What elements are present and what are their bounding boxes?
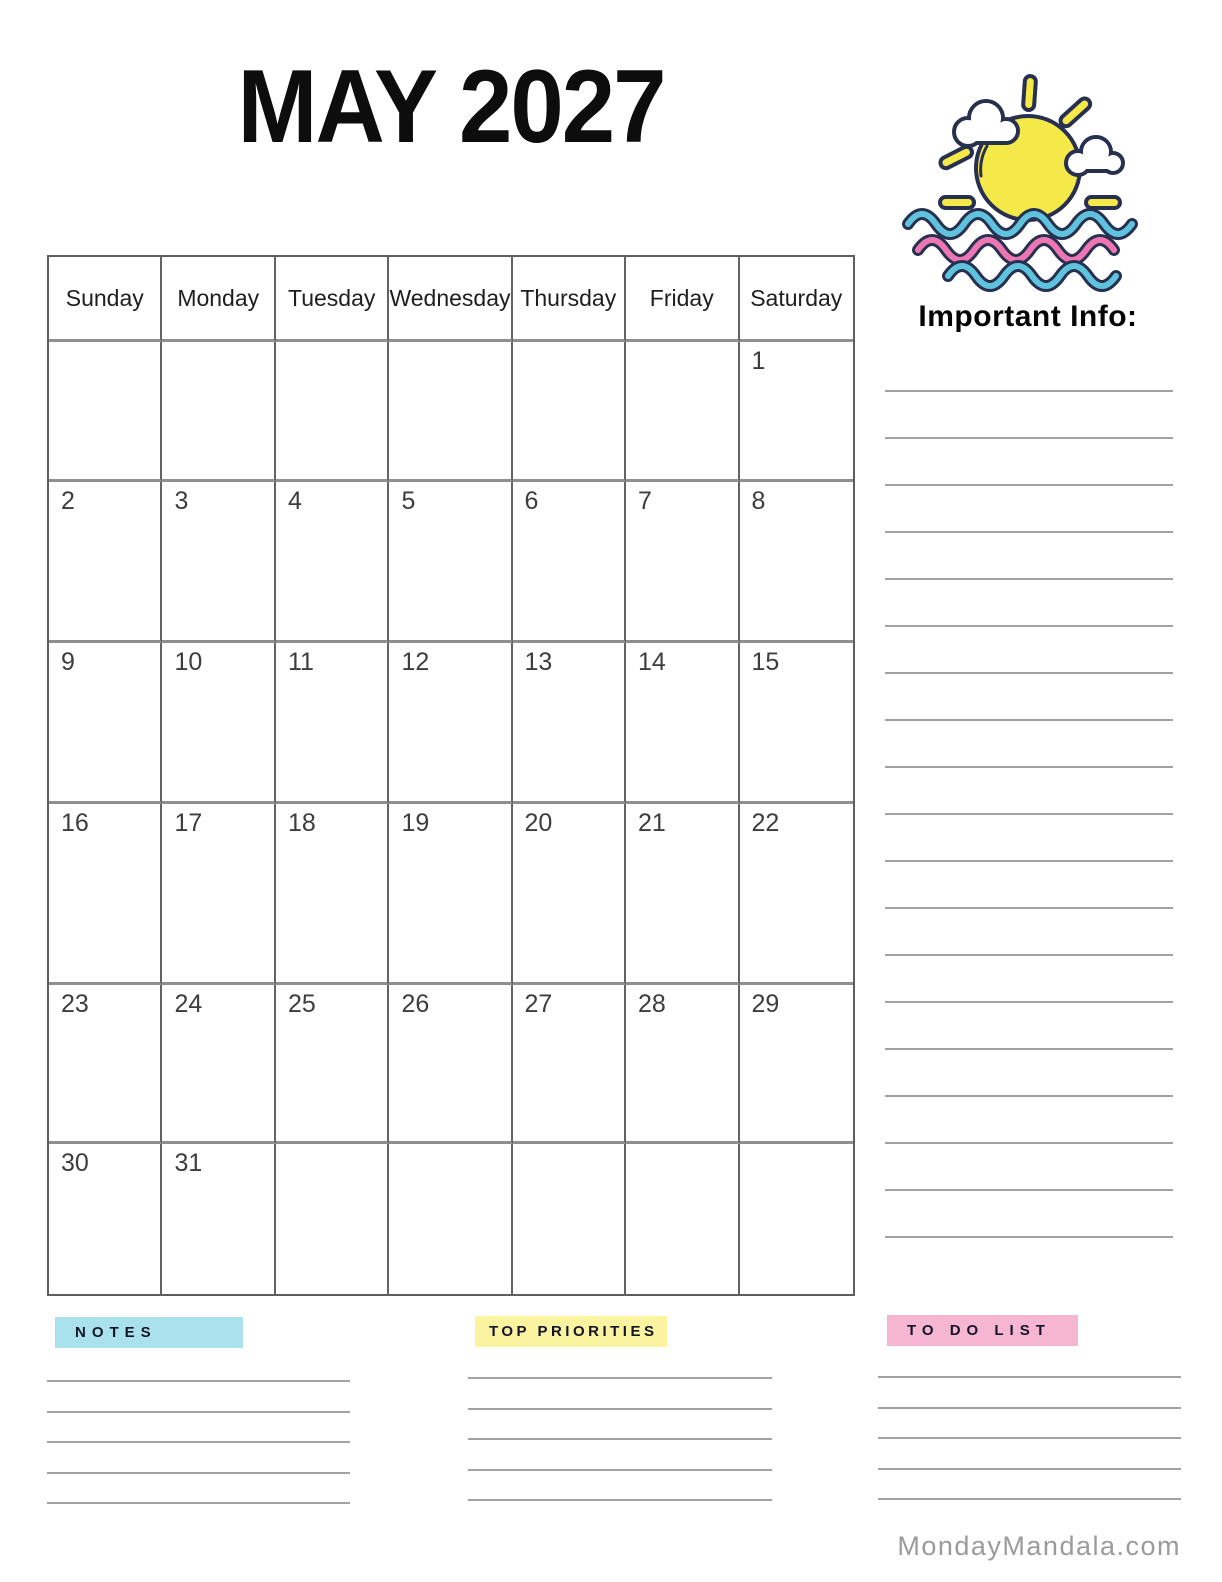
day-cell [389, 342, 512, 482]
ruled-line [468, 1377, 772, 1379]
weekday-header: Sunday [49, 257, 162, 342]
date-number: 9 [61, 648, 75, 676]
ruled-line [878, 1376, 1181, 1378]
ruled-line [878, 1437, 1181, 1439]
important-info-lines [885, 390, 1173, 1283]
ruled-line [47, 1502, 350, 1504]
priorities-label: TOP PRIORITIES [489, 1323, 658, 1340]
notes-label: NOTES [75, 1324, 157, 1341]
date-number: 21 [638, 809, 666, 837]
date-number: 19 [401, 809, 430, 837]
ruled-line [885, 1189, 1173, 1191]
ruled-line [885, 672, 1173, 674]
ruled-line [885, 954, 1173, 956]
day-cell [740, 643, 854, 804]
ruled-line [885, 484, 1173, 486]
day-cell [740, 482, 854, 643]
day-cell [626, 1144, 739, 1295]
date-number: 16 [61, 809, 89, 837]
day-cell [162, 804, 276, 985]
ruled-line [468, 1438, 772, 1440]
ruled-line [885, 625, 1173, 627]
date-number: 13 [524, 648, 553, 676]
important-info-heading: Important Info: [918, 300, 1138, 333]
date-number: 14 [638, 648, 666, 676]
site-credit: MondayMandala.com [897, 1531, 1181, 1561]
date-number: 26 [401, 990, 430, 1018]
ruled-line [885, 1095, 1173, 1097]
date-number: 17 [174, 809, 203, 837]
day-cell [389, 643, 512, 804]
ruled-line [47, 1441, 350, 1443]
day-cell [389, 804, 512, 985]
weekday-header: Monday [162, 257, 276, 342]
ruled-line [878, 1468, 1181, 1470]
day-cell [740, 1144, 854, 1295]
notes-lines [47, 1380, 350, 1533]
date-number: 31 [174, 1149, 203, 1177]
date-number: 25 [287, 990, 316, 1018]
ruled-line [878, 1498, 1181, 1500]
ruled-line [468, 1499, 772, 1501]
date-number: 18 [287, 809, 316, 837]
todo-label-box [887, 1315, 1078, 1346]
date-number: 6 [524, 487, 539, 515]
todo-label: TO DO LIST [907, 1322, 1051, 1339]
todo-lines [878, 1376, 1181, 1529]
notes-label-box [55, 1317, 243, 1348]
weekday-header: Wednesday [389, 257, 512, 342]
day-cell [513, 1144, 627, 1295]
date-number: 7 [638, 487, 652, 515]
date-number: 24 [174, 990, 203, 1018]
weekday-header: Thursday [513, 257, 627, 342]
day-cell [162, 342, 276, 482]
day-cell [389, 1144, 512, 1295]
day-cell [513, 643, 627, 804]
ruled-line [885, 578, 1173, 580]
date-number: 15 [751, 648, 780, 676]
waves-icon [908, 214, 1132, 286]
ruled-line [885, 907, 1173, 909]
date-number: 22 [751, 809, 780, 837]
day-cell [389, 482, 512, 643]
ruled-line [885, 390, 1173, 392]
day-cell [49, 643, 162, 804]
day-cell [162, 482, 276, 643]
day-cell [513, 804, 627, 985]
date-number: 5 [401, 487, 416, 515]
ruled-line [47, 1472, 350, 1474]
page-title: MAY 2027 [237, 49, 665, 165]
ruled-line [885, 1236, 1173, 1238]
date-number: 10 [174, 648, 203, 676]
ruled-line [885, 1048, 1173, 1050]
day-cell [513, 482, 627, 643]
date-number: 30 [61, 1149, 89, 1177]
day-cell [626, 482, 739, 643]
day-cell [513, 342, 627, 482]
ruled-line [885, 860, 1173, 862]
date-number: 11 [287, 648, 314, 676]
ruled-line [885, 719, 1173, 721]
day-cell [626, 643, 739, 804]
day-cell [740, 985, 854, 1144]
day-cell [276, 985, 389, 1144]
day-cell [740, 804, 854, 985]
day-cell [49, 1144, 162, 1295]
calendar-grid [47, 255, 855, 1296]
ruled-line [47, 1380, 350, 1382]
ruled-line [885, 813, 1173, 815]
day-cell [276, 482, 389, 643]
day-cell [162, 643, 276, 804]
ruled-line [878, 1407, 1181, 1409]
ruled-line [468, 1408, 772, 1410]
date-number: 28 [638, 990, 666, 1018]
sun-waves-illustration [890, 56, 1170, 311]
day-cell [49, 482, 162, 643]
day-cell [276, 1144, 389, 1295]
date-number: 3 [174, 487, 189, 515]
day-cell [276, 804, 389, 985]
date-number: 4 [287, 487, 302, 515]
day-cell [49, 342, 162, 482]
day-cell [389, 985, 512, 1144]
date-number: 8 [751, 487, 766, 515]
day-cell [626, 985, 739, 1144]
weekday-header: Saturday [740, 257, 854, 342]
ruled-line [885, 437, 1173, 439]
date-number: 23 [61, 990, 89, 1018]
weekday-header: Tuesday [276, 257, 389, 342]
date-number: 27 [524, 990, 553, 1018]
ruled-line [885, 1001, 1173, 1003]
day-cell [49, 804, 162, 985]
day-cell [162, 1144, 276, 1295]
day-cell [513, 985, 627, 1144]
cloud-left-icon [954, 101, 1018, 146]
day-cell [740, 342, 854, 482]
ruled-line [47, 1411, 350, 1413]
date-number: 12 [401, 648, 430, 676]
day-cell [276, 643, 389, 804]
date-number: 1 [751, 347, 766, 375]
priorities-label-box [475, 1316, 667, 1347]
day-cell [162, 985, 276, 1144]
ruled-line [885, 531, 1173, 533]
day-cell [626, 804, 739, 985]
ruled-line [885, 766, 1173, 768]
ruled-line [885, 1142, 1173, 1144]
weekday-header: Friday [626, 257, 739, 342]
day-cell [276, 342, 389, 482]
day-cell [49, 985, 162, 1144]
date-number: 20 [524, 809, 553, 837]
priorities-lines [468, 1377, 772, 1530]
date-number: 2 [61, 487, 75, 515]
date-number: 29 [751, 990, 780, 1018]
ruled-line [468, 1469, 772, 1471]
day-cell [626, 342, 739, 482]
